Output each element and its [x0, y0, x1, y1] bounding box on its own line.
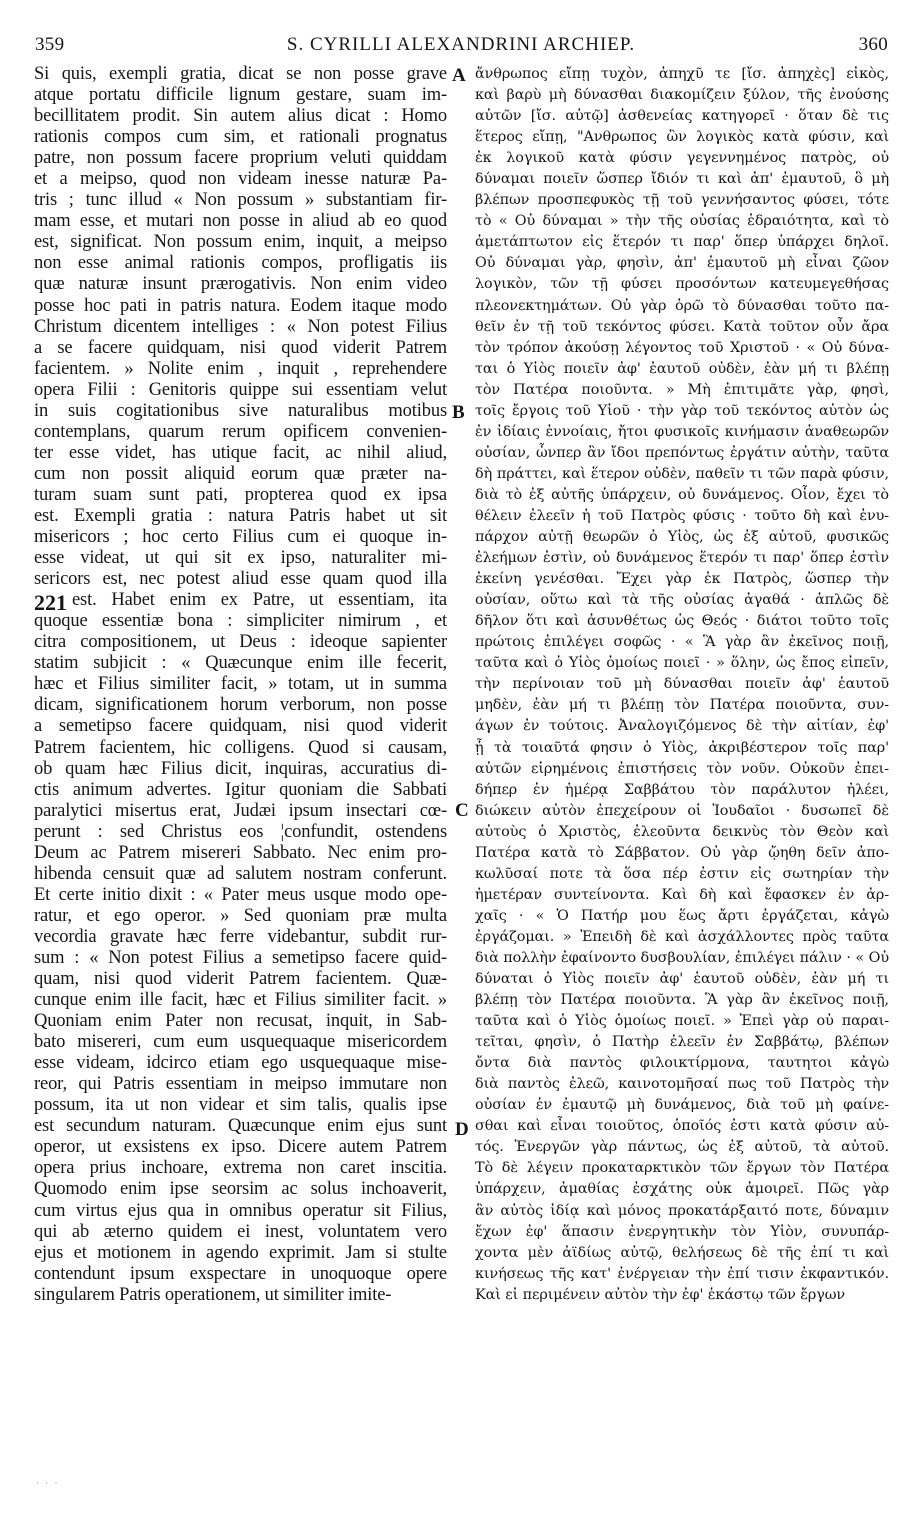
latin-text-line: singularem Patris operationem, ut similiter imite-: [34, 1284, 392, 1305]
latin-text-line: a semetipso facere quidquam, nisi quod viderit: [34, 716, 447, 737]
running-title: S. CYRILLI ALEXANDRINI ARCHIEP.: [286, 34, 636, 55]
latin-text-line: mam esse, et mutari non posse in aliud ab eo quod: [34, 211, 447, 232]
greek-text-line: ἐργάζομαι. » Ἐπειδὴ δὲ καὶ ἀσχάλλοντες πρὸς ταῦτα: [475, 928, 889, 945]
greek-text-line: άγων ἐν τούτοις. Ἀναλογιζόμενος δὲ τὴν αἰτίαν, ἐφ': [475, 718, 889, 735]
latin-column: [34, 64, 447, 1306]
latin-text-line: perunt : sed Christus eos ¦confundit, ostendens: [34, 821, 447, 842]
latin-text-line: ter esse videt, has utique facit, ac nihil aliud,: [34, 442, 447, 463]
latin-text-line: quam, nisi quod viderit Patrem facientem. Quæ-: [34, 969, 447, 990]
latin-text-line: sum : « Non potest Filius a semetipso facere quid-: [34, 947, 447, 968]
latin-text-line: esse videam, idcirco etiam ego usquequaque mise-: [34, 1053, 447, 1074]
greek-text-line: ἐκ λογικοῦ κατὰ φύσιν γεγεννημένος πατρὸς, οὐ: [475, 150, 889, 167]
latin-text-line: turam suam sunt pati, propterea quod ex ipsa: [34, 484, 447, 505]
greek-text-line: ἐλεήμων ἐστὶν, οὐ δυνάμενος ἕτερόν τι παρ' ὅπερ ἐστὶν: [475, 550, 889, 567]
latin-text-line: vecordia gravate hæc ferre videbantur, subdit rur-: [34, 926, 447, 947]
latin-text-line: cunque enim ille facit, hæc et Filius similiter facit. »: [34, 990, 447, 1011]
latin-text-line: citra compositionem, ut Deus : ideoque sapienter: [34, 632, 447, 653]
latin-text-line: est secundum naturam. Quæcunque enim ejus sunt: [34, 1116, 447, 1137]
greek-text-line: τὸν Πατέρα ποιοῦντα. » Μὴ ἐπιτιμᾶτε γὰρ, φησὶ,: [475, 381, 889, 398]
greek-text-line: ἂν αὐτὸς ἰδίᾳ καὶ μόνος προκατάρξαιτό ποτε, δύναμιν: [475, 1202, 889, 1219]
greek-text-line: καὶ βαρὺ μὴ δύνασθαι διακομίζειν ξύλον, τῆς ἐνούσης: [475, 87, 889, 104]
greek-text-line: διὰ πολλὴν ἐφαίνοντο δυσβουλίαν, ἐπιλέγει πάλιν · « Οὐ: [475, 949, 889, 966]
section-marker-d: D: [455, 1119, 469, 1140]
latin-text-line: Quomodo enim ipse seorsim ac solus inchoaverit,: [34, 1179, 447, 1200]
greek-text-line: δύναμαι ποιεῖν ὥσπερ ἴδιόν τι καὶ ἀπ' ἐμαυτοῦ, ὃ μὴ: [475, 171, 889, 188]
latin-text-line: opera prius inchoare, extrema non caret inscitia.: [34, 1158, 447, 1179]
greek-text-line: δύναται ὁ Υἱὸς ποιεῖν ἀφ' ἑαυτοῦ οὐδὲν, ἐὰν μή τι: [475, 971, 889, 988]
greek-text-line: Πατέρα κατὰ τὸ Σάββατον. Οὐ γὰρ ᾤηθη δεῖν ἀπο-: [475, 844, 889, 861]
greek-text-line: διώκειν αὐτὸν ἐπεχείρουν οἱ Ἰουδαῖοι · δυσωπεῖ δὲ: [475, 802, 889, 819]
latin-text-line: paralytici misertus erat, Judæi ipsum insectari cœ-: [34, 800, 447, 821]
greek-text-line: αὐτοὺς ὁ Χριστὸς, ἐλεοῦντα δεικνὺς τὸν Θεὸν καὶ: [475, 823, 889, 840]
latin-text-line: qui ab æterno quidem ei inest, voluntatem vero: [34, 1221, 447, 1242]
greek-text-line: τεῖται, φησὶν, ὁ Πατὴρ ἐλεεῖν ἐν Σαββάτῳ, βλέπων: [475, 1034, 889, 1051]
latin-text-line: posse hoc pati in patris natura. Eodem itaque modo: [34, 295, 447, 316]
greek-text-line: οὐσίαν, οὕτω καὶ τὰ τῆς οὐσίας ἀγαθά · ἁπλῶς δὲ: [475, 592, 889, 609]
latin-text-line: ratur, et ego operor. » Sed quoniam præ multa: [34, 905, 447, 926]
greek-text-line: ταῦτα καὶ ὁ Υἱὸς ὁμοίως ποιεῖ. » Ἐπεὶ γὰρ οὐ παραι-: [475, 1013, 889, 1030]
latin-text-line: facientem. » Nolite enim , inquit , reprehendere: [34, 358, 447, 379]
greek-text-line: βλέπων προσπεφυκὸς τῇ τοῦ γεννήσαντος φύσει, τότε: [475, 192, 889, 209]
greek-text-line: αὐτῶν εἰρημένοις ἐπιστήσεις τὸν νοῦν. Οὐκοῦν ἐπει-: [475, 760, 889, 777]
greek-text-line: μηδὲν, ἐὰν μή τι βλέπῃ τὸν Πατέρα ποιοῦντα, συν-: [475, 697, 889, 714]
greek-text-line: τοῖς ἔργοις τοῦ Υἱοῦ · τὴν γὰρ τοῦ τεκόντος αὐτὸν ὡς: [475, 402, 889, 419]
greek-text-line: ἕτερος εἴπῃ, "Ανθρωπος ὢν λογικὸς κατὰ φύσιν, καὶ: [475, 129, 889, 146]
latin-text-line: est, significat. Non possum enim, inquit, a meipso: [34, 232, 447, 253]
greek-text-line: ὑπάρχειν, ἀμαθίας ἐσχάτης οὐκ ἀμοιρεῖ. Πῶς γὰρ: [475, 1181, 889, 1198]
greek-column: [475, 64, 889, 1306]
greek-text-line: Οὐ δύναμαι γὰρ, φησὶν, ἀπ' ἐμαυτοῦ μὴ εἶναι ζῶον: [475, 255, 889, 272]
latin-text-line: Et certe initio dixit : « Pater meus usque modo ope-: [34, 884, 447, 905]
latin-text-line: est. Habet enim ex Patre, ut essentiam, ita: [72, 590, 447, 611]
greek-text-line: βλέπῃ τὸν Πατέρα ποιοῦντα. Ἃ γὰρ ἂν ἐκεῖνος ποιῇ,: [475, 992, 889, 1009]
latin-text-line: contemplans, quarum rerum opificem convenien-: [34, 421, 447, 442]
greek-text-line: ταῦτα καὶ ὁ Υἱὸς ὁμοίως ποιεῖ · » ὅλην, ὡς ἔπος εἰπεῖν,: [475, 655, 889, 672]
latin-text-line: patre, non possum facere proprium veluti quiddam: [34, 148, 447, 169]
section-marker-b: B: [452, 402, 465, 423]
page-header: [30, 28, 892, 60]
greek-text-line: θέλειν ἐλεεῖν ἡ τοῦ Πατρὸς φύσις · τοῦτο δὴ καὶ ἐνυ-: [475, 507, 889, 524]
greek-text-line: ἔχων ἐφ' ἅπασιν ἐνεργητικὴν τὸν Υἱὸν, συνυπάρ-: [475, 1223, 889, 1240]
greek-text-line: χοντα μὲν ἀϊδίως αὐτῷ, θελήσεως δὲ τῆς ἐπί τι καὶ: [475, 1244, 889, 1261]
footer-mark: · · ·: [36, 1478, 60, 1488]
latin-text-line: cum virtus ejus qua in omnibus operatur sit Filius,: [34, 1200, 447, 1221]
latin-text-line: contendunt ipsum exspectare in unoquoque opere: [34, 1263, 447, 1284]
greek-text-line: ται ὁ Υἱὸς ποιεῖν ἀφ' ἑαυτοῦ οὐδὲν, ἐὰν μή τι βλέπῃ: [475, 360, 889, 377]
greek-text-line: χαῖς · « Ὁ Πατήρ μου ἕως ἄρτι ἐργάζεται, κἀγὼ: [475, 907, 889, 924]
greek-text-line: πλεονεκτημάτων. Οὐ γὰρ ὁρῶ τὸ δύνασθαι τοῦτο πα-: [475, 297, 889, 314]
greek-text-line: τὸ « Οὐ δύναμαι » τὴν τῆς οὐσίας ἑδραιότητα, καὶ τὸ: [475, 213, 889, 230]
latin-text-line: reor, qui Patris essentiam in meipso immutare non: [34, 1074, 447, 1095]
latin-text-line: tris ; tunc illud « Non possum » substantiam fir-: [34, 190, 447, 211]
latin-text-line: Deum ac Patrem misereri Sabbato. Nec enim pro-: [34, 842, 447, 863]
greek-text-line: τός. Ἐνεργῶν γὰρ πάντως, ὡς ἐξ αὐτοῦ, τὰ αὐτοῦ.: [475, 1139, 889, 1156]
latin-text-line: dicam, significationem horum verborum, non posse: [34, 695, 447, 716]
greek-text-line: ᾗ τὰ τοιαῦτά φησιν ὁ Υἱὸς, ἀκριβέστερον τοῖς παρ': [475, 739, 889, 756]
latin-text-line: a se facere quidquam, nisi quod viderit Patrem: [34, 337, 447, 358]
greek-text-line: Τὸ δὲ λέγειν προκαταρκτικὸν τῶν ἔργων τὸν Πατέρα: [475, 1160, 889, 1177]
greek-text-line: πάρχον αὐτῇ θεωρῶν ὁ Υἱὸς, ὡς ἐξ αὐτοῦ, φυσικῶς: [475, 529, 889, 546]
latin-text-line: Christum dicentem intelliges : « Non potest Filius: [34, 316, 447, 337]
latin-text-line: et a meipso, quod non videam inesse naturæ Pa-: [34, 169, 447, 190]
greek-text-line: δῆλον ὅτι καὶ ἀσυνθέτως ὡς Θεός · διάτοι τοῦτο τοῖς: [475, 613, 889, 630]
greek-text-line: αὐτῶν [ἴσ. αὐτῷ] ἀσθενείας κατηγορεῖ · ὅταν δὲ τις: [475, 108, 889, 125]
latin-text-line: hæc et Filius similiter facit, » totam, ut in summa: [34, 674, 447, 695]
greek-text-line: διὰ παντὸς ἐλεῶ, καινοτομῆσαί πως τοῦ Πατρὸς τὴν: [475, 1076, 889, 1093]
latin-text-line: statim subjicit : « Quæcunque enim ille fecerit,: [34, 653, 447, 674]
latin-text-line: rationis compos cum sim, et rationali prognatus: [34, 127, 447, 148]
greek-text-line: ἄνθρωπος εἴπῃ τυχὸν, ἀπηχῦ τε [ἴσ. ἀπηχὲς] εἰκὸς,: [475, 66, 889, 82]
greek-text-line: ἡμετέραν συντείνοντα. Καὶ δὴ καὶ ἔφασκεν ἐν ἀρ-: [475, 886, 889, 903]
latin-text-line: ob quam hæc Filius dicit, inquiras, accuratius di-: [34, 758, 447, 779]
section-marker-c: C: [455, 800, 469, 821]
latin-text-line: ctis animum advertes. Igitur quoniam die Sabbati: [34, 779, 447, 800]
right-page-number: 360: [858, 34, 888, 55]
latin-text-line: esse videat, ut qui sit ex ipso, naturaliter mi-: [34, 548, 447, 569]
latin-text-line: ejus et motionem in agendo exprimit. Jam si stulte: [34, 1242, 447, 1263]
section-marker-a: A: [452, 65, 466, 86]
latin-text-line: misericors ; hoc certo Filius cum ei quoque in-: [34, 527, 447, 548]
margin-column-number: 221: [34, 590, 67, 615]
latin-text-line: Si quis, exempli gratia, dicat se non posse grave: [34, 64, 447, 84]
greek-text-line: θεῖν ἐν τῇ τοῦ τεκόντος φύσει. Κατὰ τοῦτον οὖν ἄρα: [475, 318, 889, 335]
latin-text-line: hibenda censuit quæ ad salutem nostram conferunt.: [34, 863, 447, 884]
greek-text-line: κωλῦσαί ποτε τὰ ὅσα πέρ ἐστιν εἰς σωτηρίαν τὴν: [475, 865, 889, 882]
greek-text-line: ἐν ἰδίαις ἐννοίαις, ἤτοι φυσικοῖς κινήμασιν ἀναθεωρῶν: [475, 423, 889, 440]
greek-text-line: ἐκείνη γενέσθαι. Ἔχει γὰρ ἐκ Πατρὸς, ὥσπερ τὴν: [475, 571, 889, 588]
latin-text-line: non esse animal rationis compos, profligatis iis: [34, 253, 447, 274]
greek-text-line: Καὶ εἰ περιμένειν αὐτὸν τὴν ἐφ' ἑκάστῳ τῶν ἔργων: [475, 1286, 846, 1303]
latin-text-line: becillitatem prodit. Sin autem alius dicat : Homo: [34, 106, 447, 127]
latin-text-line: quoque essentiæ bona : simpliciter nimirum , et: [34, 611, 447, 632]
greek-text-line: δήπερ ἐν ἡμέρᾳ Σαββάτου τὸν παράλυτον ἠλέει,: [475, 781, 889, 798]
greek-text-line: τὴν περίνοιαν τοῦ μὴ δύνασθαι ποιεῖν ἀφ' ἑαυτοῦ: [475, 676, 889, 693]
greek-text-line: οὐσίαν ἐν ἐμαυτῷ μὴ δυνάμενος, διὰ τοῦ μὴ φαίνε-: [475, 1097, 889, 1114]
latin-text-line: Patrem facientem, hic colligens. Quod si causam,: [34, 737, 447, 758]
greek-text-line: πρώτοις ἐπιλέγει σοφῶς · « Ἃ γὰρ ἂν ἐκεῖνος ποιῇ,: [475, 634, 889, 651]
latin-text-line: sericors est, nec potest aliud esse quam quod illa: [34, 569, 447, 590]
greek-text-line: λογικὸν, τῶν τῇ φύσει προσόντων κατευμεγεθήσας: [475, 276, 889, 293]
greek-text-line: τὸν τρόπον ἀκούσῃ λέγοντος τοῦ Χριστοῦ · « Οὐ δύνα-: [475, 339, 889, 356]
latin-text-line: Quoniam enim Pater non recusat, inquit, in Sab-: [34, 1011, 447, 1032]
greek-text-line: ἀμετάπτωτον εἰς ἕτερόν τι παρ' ὅπερ ὑπάρχει δηλοῖ.: [475, 234, 889, 251]
latin-text-line: cum non possit aliquid eorum quæ præter na-: [34, 463, 447, 484]
latin-text-line: in suis cogitationibus sive naturalibus motibus: [34, 400, 447, 421]
greek-text-line: δὴ πράττει, καὶ ἕτερον οὐδὲν, παθεῖν τι τῶν παρὰ φύσιν,: [475, 465, 889, 482]
greek-text-line: κινήσεως τῆς κατ' ἐνέργειαν τὴν ἐπί τισιν ἐκφαντικόν.: [475, 1265, 889, 1282]
greek-text-line: σθαι καὶ εἶναι τοιοῦτος, ὁποῖός ἐστι κατὰ φύσιν αὐ-: [475, 1118, 889, 1135]
latin-text-line: bato misereri, cum eum usquequaque misericordem: [34, 1032, 447, 1053]
greek-text-line: οὐσίαν, ὧνπερ ἂν ἴδοι πρεπόντως ἐργάτιν αὐτὴν, ταῦτα: [475, 444, 889, 461]
latin-text-line: est. Exempli gratia : natura Patris habet ut sit: [34, 505, 447, 526]
greek-text-line: ὄντα διὰ παντὸς φιλοικτίρμονα, ταυτητοι κἀγὼ: [475, 1055, 889, 1072]
latin-text-line: quæ naturæ insunt prærogativis. Non enim video: [34, 274, 447, 295]
latin-text-line: opera Filii : Genitoris quippe sui essentiam velut: [34, 379, 447, 400]
latin-text-line: operor, ut exsistens ex ipso. Dicere autem Patrem: [34, 1137, 447, 1158]
greek-text-line: διὰ τὸ ἐξ αὐτῆς ὑπάρχειν, οὐ δυνάμενος. Οἷον, ἔχει τὸ: [475, 486, 889, 503]
latin-text-line: atque portatu difficile lignum gestare, suam im-: [34, 85, 447, 106]
left-page-number: 359: [35, 34, 65, 55]
latin-text-line: possum, ita ut non videar et sim talis, qualis ipse: [34, 1095, 447, 1116]
